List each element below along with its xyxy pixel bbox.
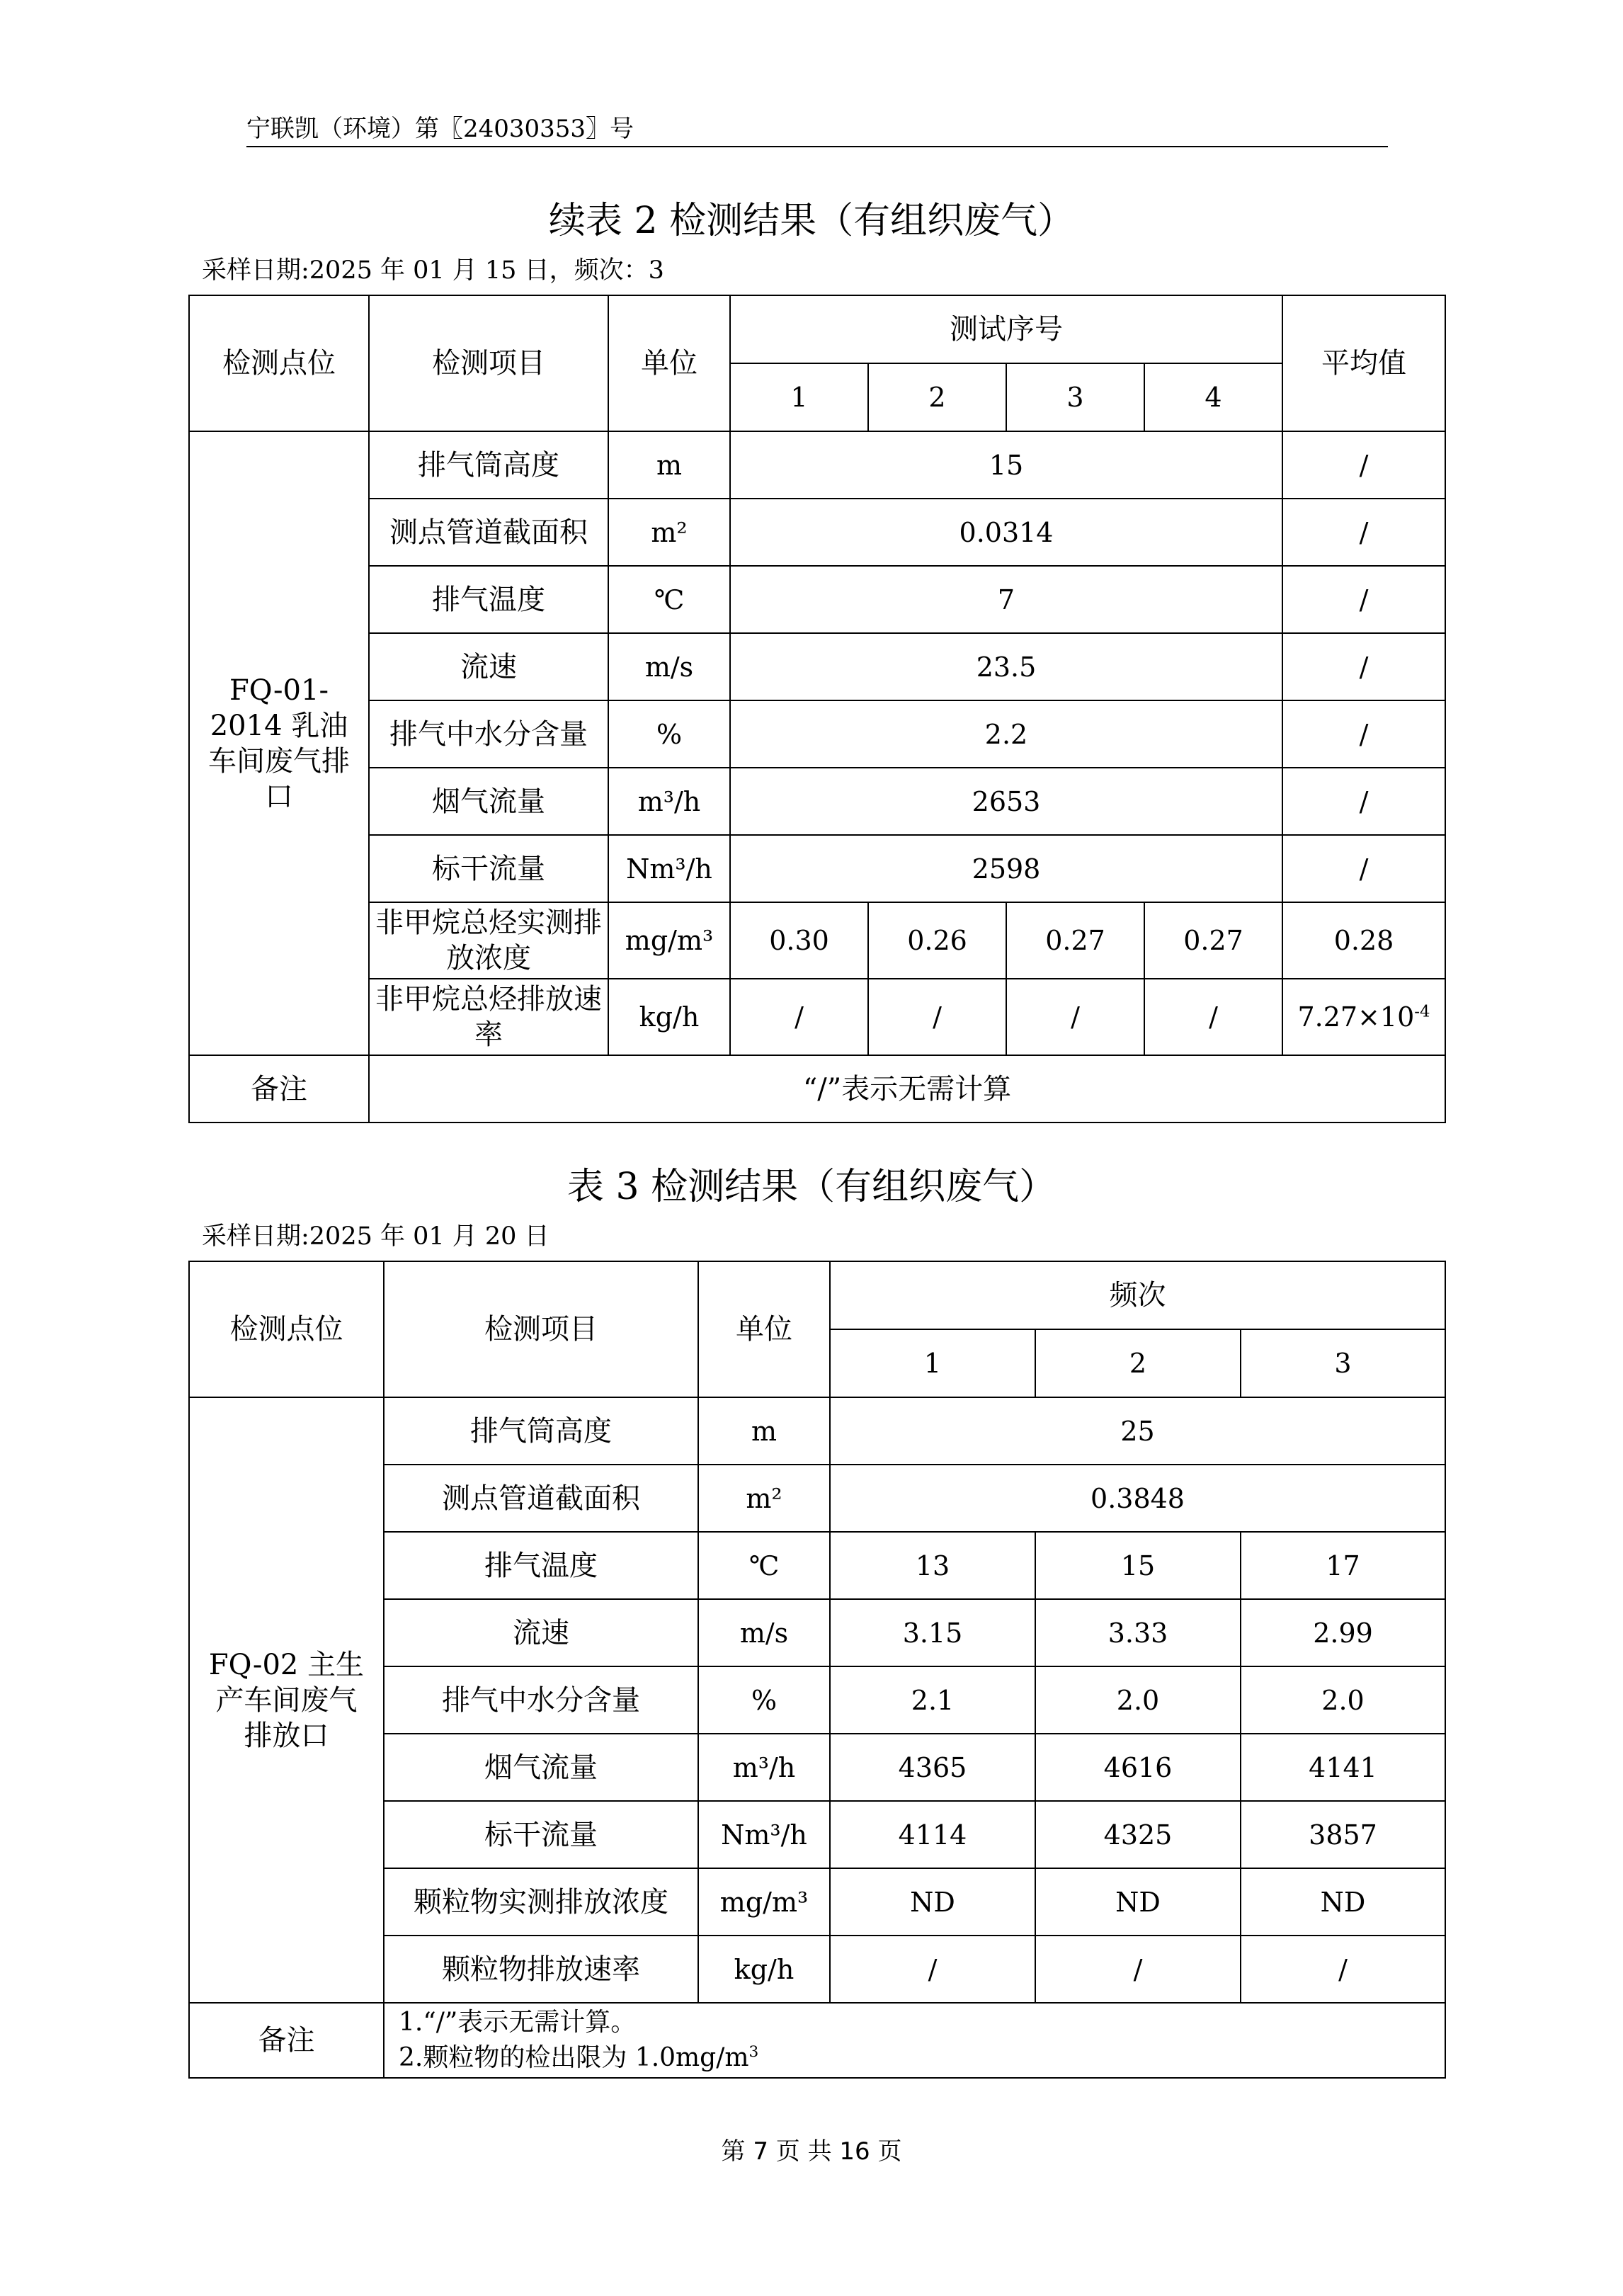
header-point: 检测点位 bbox=[189, 295, 369, 431]
item-cell: 标干流量 bbox=[384, 1801, 698, 1868]
table3-title: 表 3 检测结果（有组织废气） bbox=[566, 1166, 1057, 1208]
value-cell: 13 bbox=[830, 1532, 1035, 1599]
value-cell: 4616 bbox=[1035, 1734, 1241, 1801]
item-cell: 颗粒物实测排放浓度 bbox=[384, 1868, 698, 1936]
note-line-2 bbox=[399, 2040, 1442, 2076]
value-cell: 0.0314 bbox=[730, 499, 1282, 566]
value-cell: 4141 bbox=[1241, 1734, 1445, 1801]
unit-cell: m³/h bbox=[698, 1734, 830, 1801]
value-cell: 0.3848 bbox=[830, 1465, 1445, 1532]
item-cell: 流速 bbox=[384, 1599, 698, 1666]
seq-cell: 3 bbox=[1241, 1329, 1445, 1397]
note-line-2-exponent: 3 bbox=[748, 2043, 759, 2061]
value-cell: / bbox=[1035, 1936, 1241, 2003]
avg-cell: / bbox=[1282, 835, 1445, 902]
seq-cell: 3 bbox=[1006, 363, 1144, 431]
page-footer: 第 7 页 共 16 页 bbox=[721, 2137, 902, 2166]
value-cell: 3.33 bbox=[1035, 1599, 1241, 1666]
value-cell: ND bbox=[830, 1868, 1035, 1936]
value-cell: 2653 bbox=[730, 768, 1282, 835]
unit-cell: ℃ bbox=[608, 566, 730, 633]
item-cell: 非甲烷总烃排放速率 bbox=[369, 979, 608, 1055]
seq-cell: 1 bbox=[830, 1329, 1035, 1397]
value-cell: 0.26 bbox=[868, 902, 1006, 979]
note-label: 备注 bbox=[189, 1055, 369, 1123]
header-point: 检测点位 bbox=[189, 1261, 384, 1397]
table-row bbox=[189, 768, 1445, 835]
avg-cell bbox=[1282, 979, 1445, 1055]
table-row bbox=[189, 633, 1445, 700]
table2-sample-date: 采样日期:2025 年 01 月 15 日，频次：3 bbox=[202, 256, 664, 285]
avg-exponent: -4 bbox=[1414, 1002, 1430, 1021]
header-unit: 单位 bbox=[698, 1261, 830, 1397]
table-row bbox=[189, 979, 1445, 1055]
header-avg: 平均值 bbox=[1282, 295, 1445, 431]
avg-cell: / bbox=[1282, 768, 1445, 835]
header-item: 检测项目 bbox=[384, 1261, 698, 1397]
point-name: FQ-02 主生产车间废气排放口 bbox=[189, 1397, 384, 2003]
item-cell: 排气中水分含量 bbox=[369, 700, 608, 768]
value-cell: 15 bbox=[730, 431, 1282, 499]
table3-sample-date: 采样日期:2025 年 01 月 20 日 bbox=[202, 1222, 549, 1251]
value-cell: 0.27 bbox=[1144, 902, 1282, 979]
header-unit: 单位 bbox=[608, 295, 730, 431]
value-cell: 15 bbox=[1035, 1532, 1241, 1599]
item-cell: 排气中水分含量 bbox=[384, 1666, 698, 1734]
item-cell: 颗粒物排放速率 bbox=[384, 1936, 698, 2003]
item-cell: 测点管道截面积 bbox=[384, 1465, 698, 1532]
value-cell: 2.1 bbox=[830, 1666, 1035, 1734]
note-label: 备注 bbox=[189, 2003, 384, 2078]
table-row bbox=[189, 566, 1445, 633]
value-cell: / bbox=[1241, 1936, 1445, 2003]
unit-cell: mg/m³ bbox=[608, 902, 730, 979]
unit-cell: m bbox=[698, 1397, 830, 1465]
value-cell: / bbox=[1144, 979, 1282, 1055]
value-cell: / bbox=[830, 1936, 1035, 2003]
header-item: 检测项目 bbox=[369, 295, 608, 431]
unit-cell: m bbox=[608, 431, 730, 499]
note-row bbox=[189, 1055, 1445, 1123]
item-cell: 流速 bbox=[369, 633, 608, 700]
avg-cell: / bbox=[1282, 431, 1445, 499]
unit-cell: % bbox=[608, 700, 730, 768]
unit-cell: kg/h bbox=[608, 979, 730, 1055]
note-line-2-text: 2.颗粒物的检出限为 1.0mg/m bbox=[399, 2043, 749, 2072]
value-cell: ND bbox=[1241, 1868, 1445, 1936]
avg-cell: / bbox=[1282, 499, 1445, 566]
value-cell: 4114 bbox=[830, 1801, 1035, 1868]
unit-cell: m/s bbox=[698, 1599, 830, 1666]
table-row bbox=[189, 700, 1445, 768]
unit-cell: m/s bbox=[608, 633, 730, 700]
value-cell: / bbox=[730, 979, 868, 1055]
unit-cell: % bbox=[698, 1666, 830, 1734]
note-text: “/”表示无需计算 bbox=[369, 1055, 1445, 1123]
value-cell: 3857 bbox=[1241, 1801, 1445, 1868]
value-cell: 0.27 bbox=[1006, 902, 1144, 979]
table-row bbox=[189, 835, 1445, 902]
value-cell: / bbox=[1006, 979, 1144, 1055]
seq-cell: 2 bbox=[1035, 1329, 1241, 1397]
seq-cell: 1 bbox=[730, 363, 868, 431]
header-freq: 频次 bbox=[830, 1261, 1445, 1329]
note-line-1: 1.“/”表示无需计算。 bbox=[399, 2008, 637, 2037]
table-row bbox=[189, 499, 1445, 566]
value-cell: 25 bbox=[830, 1397, 1445, 1465]
seq-cell: 2 bbox=[868, 363, 1006, 431]
unit-cell: m² bbox=[698, 1465, 830, 1532]
item-cell: 排气温度 bbox=[384, 1532, 698, 1599]
seq-cell: 4 bbox=[1144, 363, 1282, 431]
avg-base: 7.27×10 bbox=[1297, 1001, 1415, 1033]
table-row bbox=[189, 431, 1445, 499]
table2 bbox=[188, 295, 1446, 1123]
document-header: 宁联凯（环境）第〖24030353〗号 bbox=[246, 115, 1388, 147]
value-cell: 2.99 bbox=[1241, 1599, 1445, 1666]
item-cell: 烟气流量 bbox=[384, 1734, 698, 1801]
table2-title: 续表 2 检测结果（有组织废气） bbox=[548, 200, 1075, 242]
value-cell: 2.0 bbox=[1241, 1666, 1445, 1734]
item-cell: 排气温度 bbox=[369, 566, 608, 633]
unit-cell: m³/h bbox=[608, 768, 730, 835]
avg-cell: 0.28 bbox=[1282, 902, 1445, 979]
unit-cell: Nm³/h bbox=[608, 835, 730, 902]
point-name: FQ-01-2014 乳油车间废气排口 bbox=[189, 431, 369, 1055]
item-cell: 测点管道截面积 bbox=[369, 499, 608, 566]
value-cell: 3.15 bbox=[830, 1599, 1035, 1666]
table3 bbox=[188, 1261, 1446, 2079]
value-cell: 7 bbox=[730, 566, 1282, 633]
unit-cell: m² bbox=[608, 499, 730, 566]
item-cell: 排气筒高度 bbox=[384, 1397, 698, 1465]
value-cell: 17 bbox=[1241, 1532, 1445, 1599]
avg-cell: / bbox=[1282, 566, 1445, 633]
note-text bbox=[384, 2003, 1445, 2078]
value-cell: 4325 bbox=[1035, 1801, 1241, 1868]
value-cell: 4365 bbox=[830, 1734, 1035, 1801]
header-test-seq: 测试序号 bbox=[730, 295, 1282, 363]
value-cell: / bbox=[868, 979, 1006, 1055]
unit-cell: kg/h bbox=[698, 1936, 830, 2003]
value-cell: 2.2 bbox=[730, 700, 1282, 768]
value-cell: 2.0 bbox=[1035, 1666, 1241, 1734]
avg-cell: / bbox=[1282, 700, 1445, 768]
item-cell: 排气筒高度 bbox=[369, 431, 608, 499]
value-cell: 0.30 bbox=[730, 902, 868, 979]
unit-cell: Nm³/h bbox=[698, 1801, 830, 1868]
table-row bbox=[189, 902, 1445, 979]
unit-cell: ℃ bbox=[698, 1532, 830, 1599]
value-cell: 2598 bbox=[730, 835, 1282, 902]
item-cell: 烟气流量 bbox=[369, 768, 608, 835]
value-cell: ND bbox=[1035, 1868, 1241, 1936]
note-row bbox=[189, 2003, 1445, 2078]
value-cell: 23.5 bbox=[730, 633, 1282, 700]
table-row bbox=[189, 1397, 1445, 1465]
avg-cell: / bbox=[1282, 633, 1445, 700]
item-cell: 非甲烷总烃实测排放浓度 bbox=[369, 902, 608, 979]
unit-cell: mg/m³ bbox=[698, 1868, 830, 1936]
item-cell: 标干流量 bbox=[369, 835, 608, 902]
